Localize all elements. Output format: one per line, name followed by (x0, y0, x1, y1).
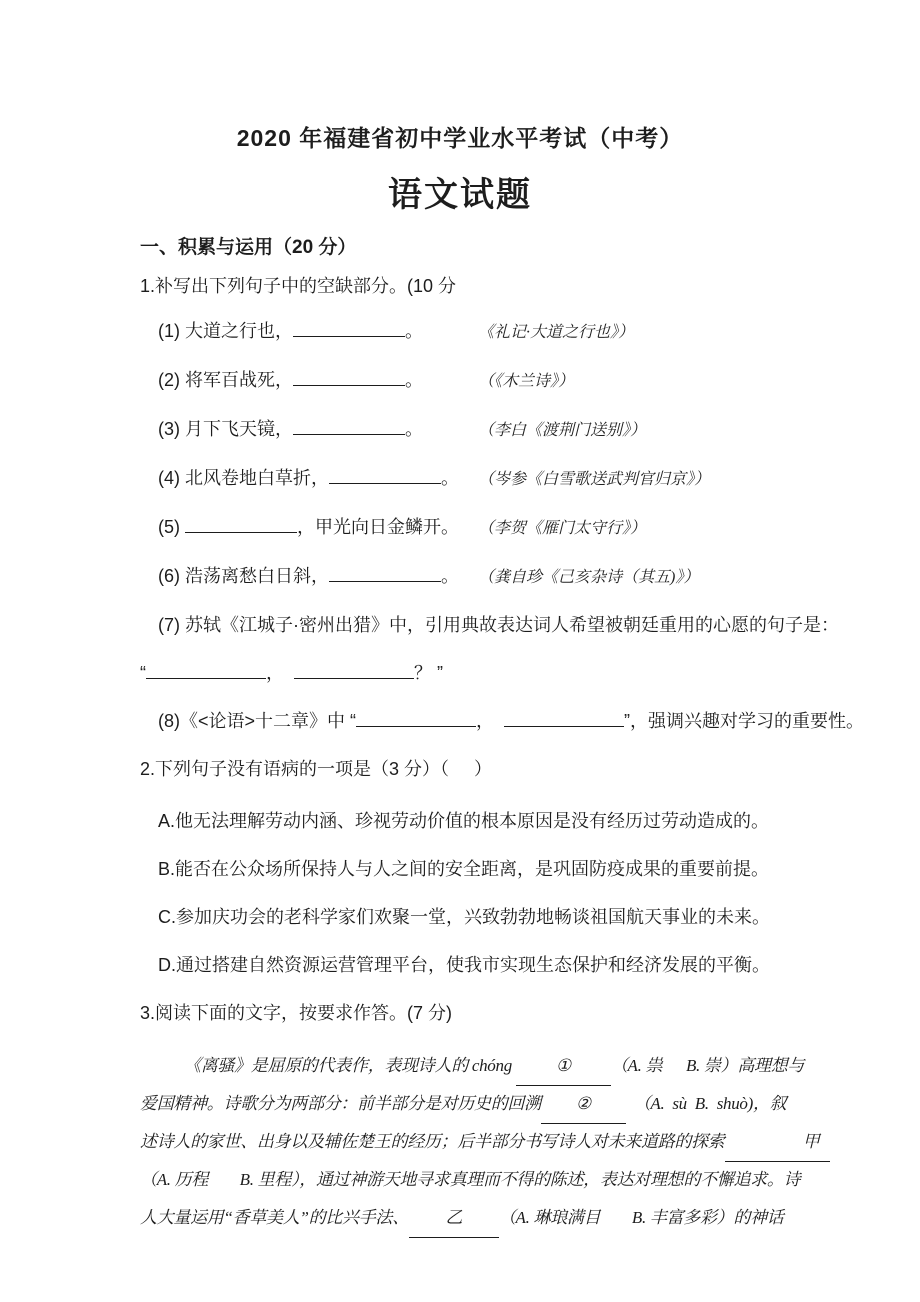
item-text: 将军百战死， (185, 370, 293, 390)
item-number: (3) (158, 419, 185, 439)
item-source: （李贺《雁门太守行》） (478, 520, 647, 537)
q1-item-5 (140, 514, 800, 542)
exam-title: 2020 年福建省初中学业水平考试（中考） (236, 125, 684, 151)
passage-line (140, 1199, 800, 1237)
item-text: ”，强调兴趣对学习的重要性。 (624, 711, 865, 731)
answer-blank (293, 385, 405, 386)
answer-blank (356, 726, 476, 727)
answer-blank (146, 678, 266, 679)
option-text: 他无法理解劳动内涵、珍视劳动价值的根本原因是没有经历过劳动造成的。 (175, 811, 770, 831)
passage-text: （A. 历程 B. 里程），通过神游天地寻求真理而不得的陈述，表达对理想的不懈追求。诗 (140, 1170, 801, 1189)
item-text: 。 (405, 370, 423, 390)
item-source: 《礼记·大道之行也》） (478, 324, 635, 341)
item-number: (6) (158, 566, 185, 586)
choice-blank: 乙 (409, 1199, 499, 1238)
option-label: B. (158, 859, 176, 879)
subject-title: 语文试题 (388, 176, 532, 214)
passage-text: 述诗人的家世、出身以及辅佐楚王的经历；后半部分书写诗人对未来道路的探索 (140, 1132, 725, 1151)
item-text: 大道之行也， (185, 321, 293, 341)
passage-text: （A. sù B. shuò)，叙 (625, 1094, 787, 1113)
question-2-options (140, 808, 800, 979)
question-1-stem: 1.补写出下列句子中的空缺部分。(10 分 (140, 276, 457, 296)
q1-item-6 (140, 563, 800, 591)
passage-line (140, 1161, 800, 1199)
option-text: 能否在公众场所保持人与人之间的安全距离，是巩固防疫成果的重要前提。 (175, 859, 770, 879)
item-number: (8) (158, 711, 180, 731)
q1-item-4 (140, 465, 800, 493)
item-number: (5) (158, 517, 185, 537)
item-number: (1) (158, 321, 185, 341)
option-label: C. (158, 907, 176, 927)
q1-item-3 (140, 416, 800, 444)
item-text: 。 (405, 321, 423, 341)
item-text: ， (476, 711, 505, 731)
q1-item-7-quote (140, 660, 800, 687)
passage-text: （A. 祟 B. 崇）高理想与 (610, 1056, 805, 1075)
item-number: (7) (158, 615, 185, 635)
answer-blank (329, 581, 441, 582)
option-a (140, 808, 800, 835)
option-label: D. (158, 955, 176, 975)
answer-blank (294, 678, 414, 679)
quote-open: “ (140, 663, 146, 683)
q1-item-2 (140, 367, 800, 395)
choice-blank: 甲 (725, 1123, 830, 1162)
question-3-passage (140, 1047, 820, 1237)
passage-text: （A. 琳琅满目 B. 丰富多彩）的神话 (498, 1208, 784, 1227)
quote-separator: ， (266, 663, 295, 683)
item-source: （龚自珍《己亥杂诗（其五)》） (478, 569, 700, 586)
passage-text: 人大量运用“香草美人”的比兴手法、 (140, 1208, 409, 1227)
option-text: 通过搭建自然资源运营管理平台，使我市实现生态保护和经济发展的平衡。 (176, 955, 770, 975)
section-heading: 一、积累与运用（20 分） (140, 237, 357, 258)
passage-line (140, 1047, 805, 1085)
choice-blank: ② (541, 1085, 626, 1124)
item-source: （《木兰诗》） (478, 373, 575, 390)
item-text: ，甲光向日金鳞开。 (297, 517, 459, 537)
passage-line (140, 1123, 820, 1161)
answer-blank (329, 483, 441, 484)
q1-item-8 (140, 708, 865, 735)
question-2-stem: 2.下列句子没有语病的一项是（3 分）（ ） (140, 759, 493, 779)
q1-item-7 (140, 612, 839, 639)
item-text: 浩荡离愁白日斜， (185, 566, 329, 586)
item-text: 月下飞天镜， (185, 419, 293, 439)
passage-line (140, 1085, 800, 1123)
option-label: A. (158, 811, 176, 831)
passage-text: 爱国精神。诗歌分为两部分：前半部分是对历史的回溯 (140, 1094, 541, 1113)
answer-blank (504, 726, 624, 727)
quote-close: ？ ” (414, 663, 444, 683)
question-3-stem: 3.阅读下面的文字，按要求作答。(7 分) (140, 1003, 453, 1023)
answer-blank (293, 434, 405, 435)
q1-item-1 (140, 318, 800, 346)
item-text: 北风卷地白草折， (185, 468, 329, 488)
page-content (140, 232, 865, 1237)
answer-blank (293, 336, 405, 337)
item-text: 。 (441, 566, 459, 586)
item-source: （李白《渡荆门送别》） (478, 422, 647, 439)
item-source: （岑参《白雪歌送武判官归京》） (478, 471, 711, 488)
item-text: 苏轼《江城子·密州出猎》中，引用典故表达词人希望被朝廷重用的心愿的句子是： (185, 615, 839, 635)
answer-blank (185, 532, 297, 533)
item-text: 《<论语>十二章》中 “ (180, 711, 357, 731)
option-text: 参加庆功会的老科学家们欢聚一堂，兴致勃勃地畅谈祖国航天事业的未来。 (176, 907, 770, 927)
option-c (140, 904, 800, 931)
item-text: 。 (441, 468, 459, 488)
item-number: (2) (158, 370, 185, 390)
question-1-items (140, 318, 865, 735)
item-number: (4) (158, 468, 185, 488)
option-d (140, 952, 800, 979)
choice-blank: ① (516, 1047, 611, 1086)
option-b (140, 856, 800, 883)
item-text: 。 (405, 419, 423, 439)
passage-text: 《离骚》是屈原的代表作，表现诗人的 chóng (184, 1056, 516, 1075)
